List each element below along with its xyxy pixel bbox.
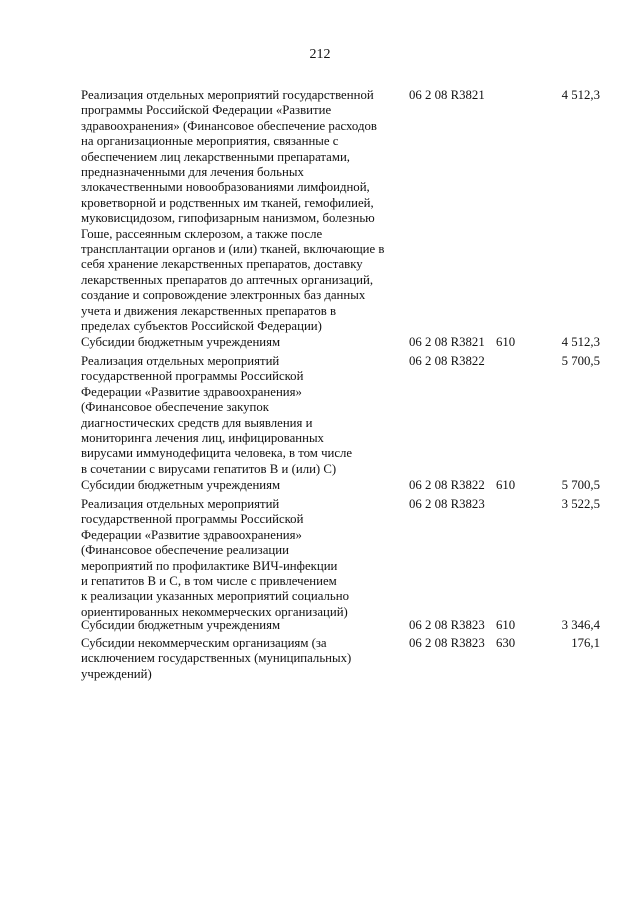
description-line: Федерации «Развитие здравоохранения» xyxy=(81,527,302,542)
description-line: государственной программы Российской xyxy=(81,369,304,384)
row-description xyxy=(81,88,411,335)
amount: 5 700,5 xyxy=(561,478,600,492)
description-line: лекарственных препаратов до аптечных организаций, xyxy=(81,272,374,287)
target-article-code: 06 2 08 R3821 xyxy=(409,88,485,102)
amount: 5 700,5 xyxy=(561,354,600,368)
description-line: государственной программы Российской xyxy=(81,512,304,527)
target-article-code: 06 2 08 R3823 xyxy=(409,636,485,650)
description-line: в сочетании с вирусами гепатитов В и (или) С) xyxy=(81,461,337,476)
amount: 3 346,4 xyxy=(561,618,600,632)
description-line: Гоше, рассеянным склерозом, а также после xyxy=(81,226,323,241)
description-line: Реализация отдельных мероприятий xyxy=(81,497,280,511)
amount: 4 512,3 xyxy=(561,335,600,349)
expense-type-code: 630 xyxy=(496,636,516,650)
description-line: исключением государственных (муниципальных) xyxy=(81,651,352,666)
row-description xyxy=(81,618,411,633)
description-line: здравоохранения» (Финансовое обеспечение расходов xyxy=(81,118,377,133)
description-line: пределах субъектов Российской Федерации) xyxy=(81,319,322,334)
description-line: мероприятий по профилактике ВИЧ-инфекции xyxy=(81,558,338,573)
description-line: программы Российской Федерации «Развитие xyxy=(81,103,332,118)
description-line: (Финансовое обеспечение реализации xyxy=(81,543,289,558)
description-line: на организационные мероприятия, связанные с xyxy=(81,134,339,149)
description-line: Субсидии бюджетным учреждениям xyxy=(81,618,281,632)
row-description xyxy=(81,335,411,350)
description-line: Федерации «Развитие здравоохранения» xyxy=(81,384,302,399)
target-article-code: 06 2 08 R3823 xyxy=(409,497,485,511)
amount: 4 512,3 xyxy=(561,88,600,102)
description-line: обеспечением лиц лекарственными препаратами, xyxy=(81,149,351,164)
row-description xyxy=(81,354,411,477)
expense-type-code: 610 xyxy=(496,335,516,349)
target-article-code: 06 2 08 R3823 xyxy=(409,618,485,632)
description-line: Субсидии некоммерческим организациям (за xyxy=(81,636,327,650)
page-number: 212 xyxy=(309,47,331,62)
description-line: трансплантации органов и (или) тканей, включающие в xyxy=(81,242,385,257)
target-article-code: 06 2 08 R3822 xyxy=(409,354,485,368)
row-description xyxy=(81,478,411,493)
description-line: предназначенными для лечения больных xyxy=(81,165,304,180)
amount: 176,1 xyxy=(571,636,600,650)
description-line: себя хранение лекарственных препаратов, доставку xyxy=(81,257,363,272)
description-line: вирусами иммунодефицита человека, в том числе xyxy=(81,446,353,461)
target-article-code: 06 2 08 R3821 xyxy=(409,335,485,349)
description-line: мониторинга лечения лиц, инфицированных xyxy=(81,431,324,446)
description-line: Реализация отдельных мероприятий государственной xyxy=(81,88,374,102)
description-line: Субсидии бюджетным учреждениям xyxy=(81,335,281,349)
description-line: учета и движения лекарственных препаратов в xyxy=(81,303,337,318)
description-line: кроветворной и родственных им тканей, гемофилией, xyxy=(81,195,374,210)
description-line: злокачественными новообразованиями лимфоидной, xyxy=(81,180,370,195)
expense-type-code: 610 xyxy=(496,618,516,632)
description-line: ориентированных некоммерческих организаций) xyxy=(81,604,348,619)
description-line: Реализация отдельных мероприятий xyxy=(81,354,280,368)
row-description xyxy=(81,636,411,682)
target-article-code: 06 2 08 R3822 xyxy=(409,478,485,492)
description-line: к реализации указанных мероприятий социально xyxy=(81,589,349,604)
description-line: Субсидии бюджетным учреждениям xyxy=(81,478,281,492)
description-line: диагностических средств для выявления и xyxy=(81,415,313,430)
description-line: создание и сопровождение электронных баз данных xyxy=(81,288,366,303)
description-line: учреждений) xyxy=(81,666,152,681)
description-line: и гепатитов В и С, в том числе с привлечением xyxy=(81,574,337,589)
row-description xyxy=(81,497,411,620)
amount: 3 522,5 xyxy=(561,497,600,511)
description-line: муковисцидозом, гипофизарным нанизмом, болезнью xyxy=(81,211,375,226)
description-line: (Финансовое обеспечение закупок xyxy=(81,400,270,415)
expense-type-code: 610 xyxy=(496,478,516,492)
